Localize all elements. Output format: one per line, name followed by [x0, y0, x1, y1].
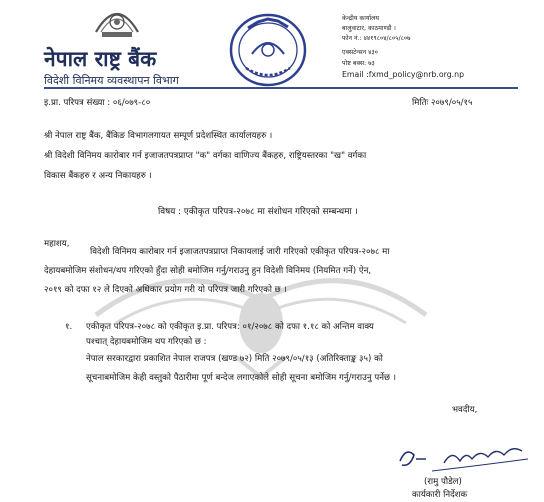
- address-line: केन्द्रीय कार्यालय: [342, 15, 380, 22]
- address-line: फोन नं.: ४४१९८०४/८०५/८०७: [342, 35, 411, 42]
- nrb-emblem-icon: [92, 2, 142, 42]
- bank-name: नेपाल राष्ट्र बैंक: [44, 46, 157, 71]
- address-line: पोष्ट बक्स: ७३: [342, 60, 375, 67]
- closing: भवदीय,: [452, 405, 478, 415]
- item-line: नेपाल सरकारद्वारा प्रकाशित नेपाल राजपत्र (खण्ड ७२) मिति २०७९/०५/१३ (अतिरिक्ताङ्क ३५) को: [86, 354, 383, 364]
- item-line: सूचनाबमोजिम केही वस्तुको पैठारीमा पूर्ण बन्देज लगाएकोले सोही सूचना बमोजिम गर्नु/गराउनु पर्नेछ ।: [86, 373, 396, 383]
- circular-number: इ.प्रा. परिपत्र संख्या : ०६/०७९-८०: [44, 98, 151, 108]
- item-line: पश्चात् देहायबमोजिम थप गरिएको छ :: [86, 337, 207, 347]
- circular-date: मितिः २०७९/०५/१५: [412, 98, 473, 108]
- addressee-line: विकास बैंकहरु र अन्य निकायहरु ।: [44, 171, 152, 181]
- handwritten-signature-icon: [392, 441, 532, 475]
- address-line: बालुवाटार, काठमाण्डौ ।: [342, 25, 396, 32]
- subject-line: विषय : एकीकृत परिपत्र-२०७८ मा संशोधन गरिएको सम्बन्धमा ।: [158, 207, 358, 217]
- salutation: महाशय,: [44, 239, 70, 249]
- signatory-name: (रामु पौडेल): [424, 477, 462, 487]
- paragraph-line: २०१९ को दफा १२ ले दिएको अधिकार प्रयोग गरी यो परिपत्र जारी गरिएको छ ।: [44, 285, 287, 295]
- addressee-line: श्री नेपाल राष्ट्र बैंक, बैंकिङ विभागलगायत सम्पूर्ण प्रदेशस्थित कार्यालयहरु ।: [44, 131, 273, 141]
- addressee-line: श्री विदेशी विनिमय कारोबार गर्न इजाजतपत्रप्राप्त "क" वर्गका वाणिज्य बैंकहरु, राष्ट्रियस्तरका "ख" वर्गका: [44, 151, 367, 161]
- paragraph-line: विदेशी विनिमय कारोबार गर्न इजाजतपत्रप्राप्त निकायलाई जारी गरिएको एकीकृत परिपत्र-२०७८ मा: [90, 247, 390, 257]
- item-number: १.: [65, 322, 73, 332]
- email-address: Email :fxmd_policy@nrb.org.np: [342, 70, 465, 79]
- paragraph-line: देहायबमोजिम संशोधन/थप गरिएको हुँदा सोही बमोजिम गर्नु/गराउनु हुन विदेशी विनिमय (नियमित गर्ने) ऐन,: [44, 266, 372, 276]
- department-name: विदेशी विनिमय व्यवस्थापन विभाग: [44, 74, 179, 87]
- signatory-title: कार्यकारी निर्देशक: [412, 490, 468, 500]
- item-line: एकीकृत परिपत्र-२०७८ को एकीकृत इ.प्रा. परिपत्र: ०१/२०७८ को दफा १.१८ को अन्तिम वाक्य: [86, 322, 374, 332]
- address-line: एक्सटेन्सन ४३०: [342, 49, 378, 56]
- official-seal-icon: [228, 10, 308, 90]
